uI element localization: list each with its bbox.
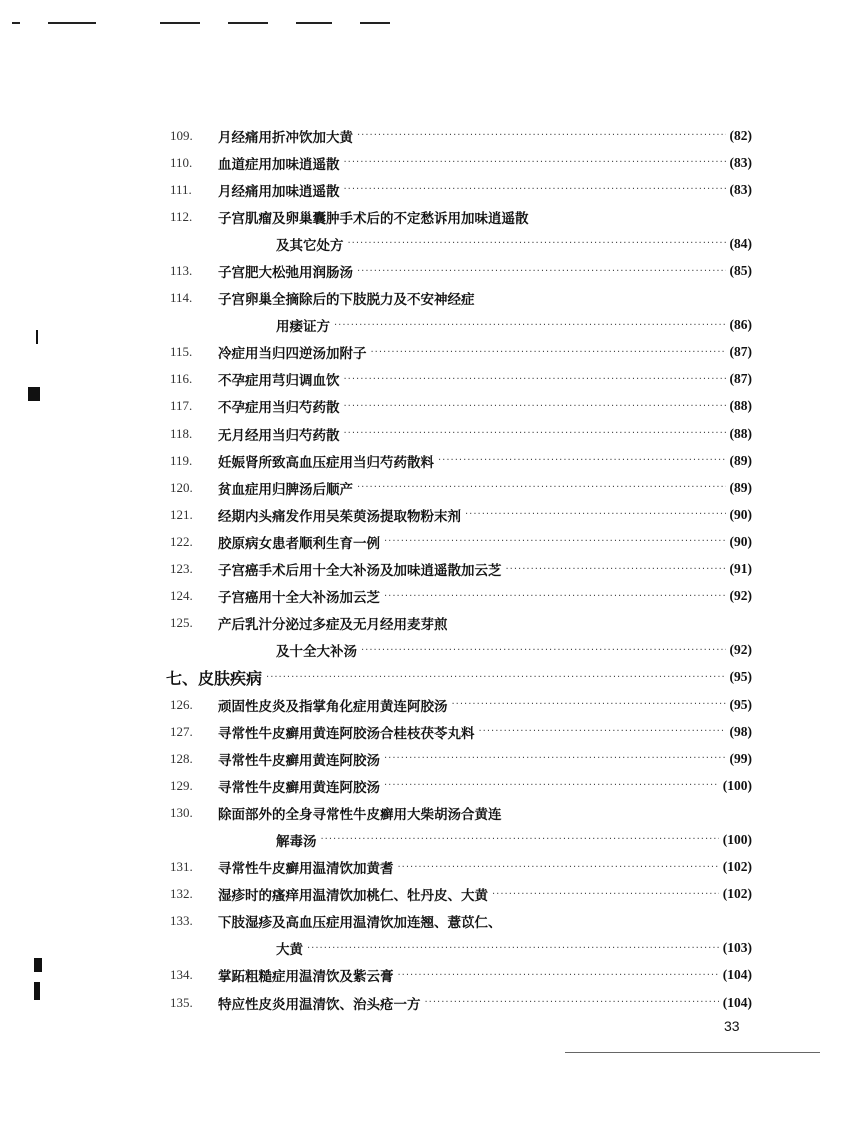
entry-number: 115. <box>170 344 193 360</box>
entry-title: 除面部外的全身寻常性牛皮癣用大柴胡汤合黄连 <box>218 806 502 823</box>
entry-number: 112. <box>170 208 193 224</box>
entry-number: 121. <box>170 506 193 522</box>
toc-entry[interactable] <box>166 447 752 474</box>
scan-dash <box>296 22 332 24</box>
entry-page: (103) <box>722 940 752 956</box>
dot-leader <box>506 564 726 575</box>
entry-page: (102) <box>722 859 752 875</box>
toc-entry[interactable] <box>166 339 752 366</box>
entry-page: (98) <box>729 723 752 739</box>
entry-number: 119. <box>170 452 193 468</box>
toc-entry[interactable] <box>166 583 752 610</box>
entry-page: (100) <box>722 777 752 793</box>
toc-entry[interactable] <box>166 149 752 176</box>
entry-page: (90) <box>729 533 752 549</box>
entry-page: (104) <box>722 967 752 983</box>
entry-number: 110. <box>170 154 193 170</box>
entry-page: (87) <box>729 344 752 360</box>
entry-page: (102) <box>722 886 752 902</box>
dot-leader <box>344 374 726 385</box>
entry-page: (92) <box>729 642 752 658</box>
entry-page: (99) <box>729 750 752 766</box>
dot-leader <box>344 428 726 439</box>
entry-number: 109. <box>170 127 193 143</box>
entry-title: 无月经用当归芍药散 <box>218 427 340 444</box>
entry-number: 129. <box>170 777 193 793</box>
toc-entry[interactable] <box>166 718 752 745</box>
toc-entry[interactable] <box>166 474 752 501</box>
entry-title: 湿疹时的瘙痒用温清饮加桃仁、牡丹皮、大黄 <box>218 888 488 905</box>
entry-number: 125. <box>170 615 193 631</box>
entry-title: 血道症用加味逍遥散 <box>218 156 340 173</box>
toc-entry-continuation[interactable] <box>166 637 752 664</box>
dot-leader <box>321 834 719 845</box>
toc-entry[interactable] <box>166 366 752 393</box>
scan-dash <box>12 22 20 24</box>
entry-number: 134. <box>170 967 193 983</box>
entry-number: 111. <box>170 181 192 197</box>
dot-leader <box>492 889 719 900</box>
entry-number: 122. <box>170 533 193 549</box>
dot-leader <box>452 699 726 710</box>
toc-entry[interactable] <box>166 420 752 447</box>
toc-entry[interactable] <box>166 203 752 230</box>
dot-leader <box>398 862 719 873</box>
entry-title: 掌跖粗糙症用温清饮及紫云膏 <box>218 969 394 986</box>
page-number: 33 <box>724 1018 740 1034</box>
entry-title: 子宫卵巢全摘除后的下肢脱力及不安神经症 <box>218 292 475 309</box>
entry-page: (89) <box>729 479 752 495</box>
entry-page: (82) <box>729 127 752 143</box>
dot-leader <box>348 238 726 249</box>
dot-leader <box>384 753 726 764</box>
scan-dash <box>228 22 268 24</box>
entry-title: 下肢湿疹及高血压症用温清饮加连翘、薏苡仁、 <box>218 915 502 932</box>
entry-title: 子宫肥大松弛用润肠汤 <box>218 265 353 282</box>
toc-entry[interactable] <box>166 881 752 908</box>
entry-number: 133. <box>170 913 193 929</box>
entry-page: (104) <box>722 994 752 1010</box>
toc-entry[interactable] <box>166 393 752 420</box>
toc-entry[interactable] <box>166 691 752 718</box>
toc-entry[interactable] <box>166 257 752 284</box>
entry-page: (83) <box>729 154 752 170</box>
toc-entry[interactable] <box>166 745 752 772</box>
dot-leader <box>334 320 726 331</box>
entry-number: 118. <box>170 425 193 441</box>
dot-leader <box>479 726 726 737</box>
scan-bottom-line <box>565 1052 820 1053</box>
scan-dash <box>360 22 390 24</box>
toc-entry[interactable] <box>166 176 752 203</box>
toc-section-heading[interactable] <box>166 664 752 691</box>
entry-title: 月经痛用折冲饮加大黄 <box>218 129 353 146</box>
toc-entry[interactable] <box>166 610 752 637</box>
entry-title: 冷症用当归四逆汤加附子 <box>218 346 367 363</box>
entry-title: 胶原病女患者顺利生育一例 <box>218 535 380 552</box>
toc-entry[interactable] <box>166 285 752 312</box>
toc-entry-continuation[interactable] <box>166 935 752 962</box>
entry-number: 116. <box>170 371 193 387</box>
entry-title: 不孕症用芎归调血饮 <box>218 373 340 390</box>
entry-title-continuation: 大黄 <box>276 942 303 959</box>
scan-dash <box>48 22 96 24</box>
toc-entry[interactable] <box>166 908 752 935</box>
entry-title-continuation: 解毒汤 <box>276 833 317 850</box>
entry-number: 123. <box>170 561 193 577</box>
entry-title: 子宫癌用十全大补汤加云芝 <box>218 590 380 607</box>
entry-page: (85) <box>729 263 752 279</box>
table-of-contents <box>166 122 752 1016</box>
entry-page: (89) <box>729 452 752 468</box>
dot-leader <box>307 943 719 954</box>
dot-leader <box>344 401 726 412</box>
entry-title: 不孕症用当归芍药散 <box>218 400 340 417</box>
dot-leader <box>266 672 725 683</box>
entry-number: 132. <box>170 886 193 902</box>
dot-leader <box>438 455 726 466</box>
entry-number: 127. <box>170 723 193 739</box>
dot-leader <box>425 997 719 1008</box>
entry-number: 131. <box>170 859 193 875</box>
entry-title: 经期内头痛发作用吴茱萸汤提取物粉末剂 <box>218 508 461 525</box>
entry-title: 子宫肌瘤及卵巢囊肿手术后的不定愁诉用加味逍遥散 <box>218 210 529 227</box>
entry-number: 114. <box>170 290 193 306</box>
entry-page: (90) <box>729 506 752 522</box>
toc-entry[interactable] <box>166 501 752 528</box>
dot-leader <box>398 970 719 981</box>
entry-page: (88) <box>729 398 752 414</box>
entry-title: 贫血症用归脾汤后顺产 <box>218 481 353 498</box>
entry-page: (91) <box>729 561 752 577</box>
entry-number: 130. <box>170 804 193 820</box>
entry-title: 产后乳汁分泌过多症及无月经用麦芽煎 <box>218 617 448 634</box>
toc-entry[interactable] <box>166 962 752 989</box>
scan-artifact <box>34 958 42 972</box>
dot-leader <box>357 130 726 141</box>
scan-artifact <box>28 387 40 401</box>
entry-title: 七、皮肤疾病 <box>166 668 263 688</box>
entry-page: (87) <box>729 371 752 387</box>
entry-title: 寻常性牛皮癣用黄连阿胶汤 <box>218 779 380 796</box>
toc-entry[interactable] <box>166 799 752 826</box>
entry-number: 128. <box>170 750 193 766</box>
entry-page: (88) <box>729 425 752 441</box>
entry-title-continuation: 及十全大补汤 <box>276 644 357 661</box>
dot-leader <box>384 780 719 791</box>
scan-artifact <box>34 982 40 1000</box>
toc-entry[interactable] <box>166 854 752 881</box>
toc-entry-continuation[interactable] <box>166 230 752 257</box>
entry-page: (92) <box>729 588 752 604</box>
entry-title: 寻常性牛皮癣用黄连阿胶汤合桂枝茯苓丸料 <box>218 725 475 742</box>
entry-number: 124. <box>170 588 193 604</box>
entry-title: 寻常性牛皮癣用黄连阿胶汤 <box>218 752 380 769</box>
entry-title-continuation: 及其它处方 <box>276 237 344 254</box>
entry-title: 妊娠肾所致高血压症用当归芍药散料 <box>218 454 434 471</box>
toc-entry[interactable] <box>166 989 752 1016</box>
entry-title: 月经痛用加味逍遥散 <box>218 183 340 200</box>
entry-number: 135. <box>170 994 193 1010</box>
entry-page: (86) <box>729 317 752 333</box>
entry-title: 子宫癌手术后用十全大补汤及加味逍遥散加云芝 <box>218 563 502 580</box>
entry-number: 126. <box>170 696 193 712</box>
scan-dash <box>160 22 200 24</box>
entry-title-continuation: 用痿证方 <box>276 319 330 336</box>
scan-artifact <box>36 330 38 344</box>
entry-page: (95) <box>729 669 752 685</box>
dot-leader <box>384 591 726 602</box>
entry-page: (83) <box>729 181 752 197</box>
entry-number: 117. <box>170 398 193 414</box>
dot-leader <box>371 347 726 358</box>
dot-leader <box>384 536 726 547</box>
toc-entry-continuation[interactable] <box>166 826 752 853</box>
entry-number: 120. <box>170 479 193 495</box>
toc-entry[interactable] <box>166 528 752 555</box>
toc-entry[interactable] <box>166 122 752 149</box>
dot-leader <box>357 482 726 493</box>
dot-leader <box>344 184 726 195</box>
entry-title: 寻常性牛皮癣用温清饮加黄耆 <box>218 861 394 878</box>
toc-entry[interactable] <box>166 556 752 583</box>
entry-page: (95) <box>729 696 752 712</box>
entry-title: 顽固性皮炎及指掌角化症用黄连阿胶汤 <box>218 698 448 715</box>
entry-page: (84) <box>729 235 752 251</box>
entry-number: 113. <box>170 263 193 279</box>
entry-page: (100) <box>722 831 752 847</box>
dot-leader <box>344 157 726 168</box>
toc-entry[interactable] <box>166 772 752 799</box>
toc-entry-continuation[interactable] <box>166 312 752 339</box>
dot-leader <box>357 266 726 277</box>
dot-leader <box>361 645 726 656</box>
dot-leader <box>465 509 726 520</box>
entry-title: 特应性皮炎用温清饮、治头疮一方 <box>218 996 421 1013</box>
